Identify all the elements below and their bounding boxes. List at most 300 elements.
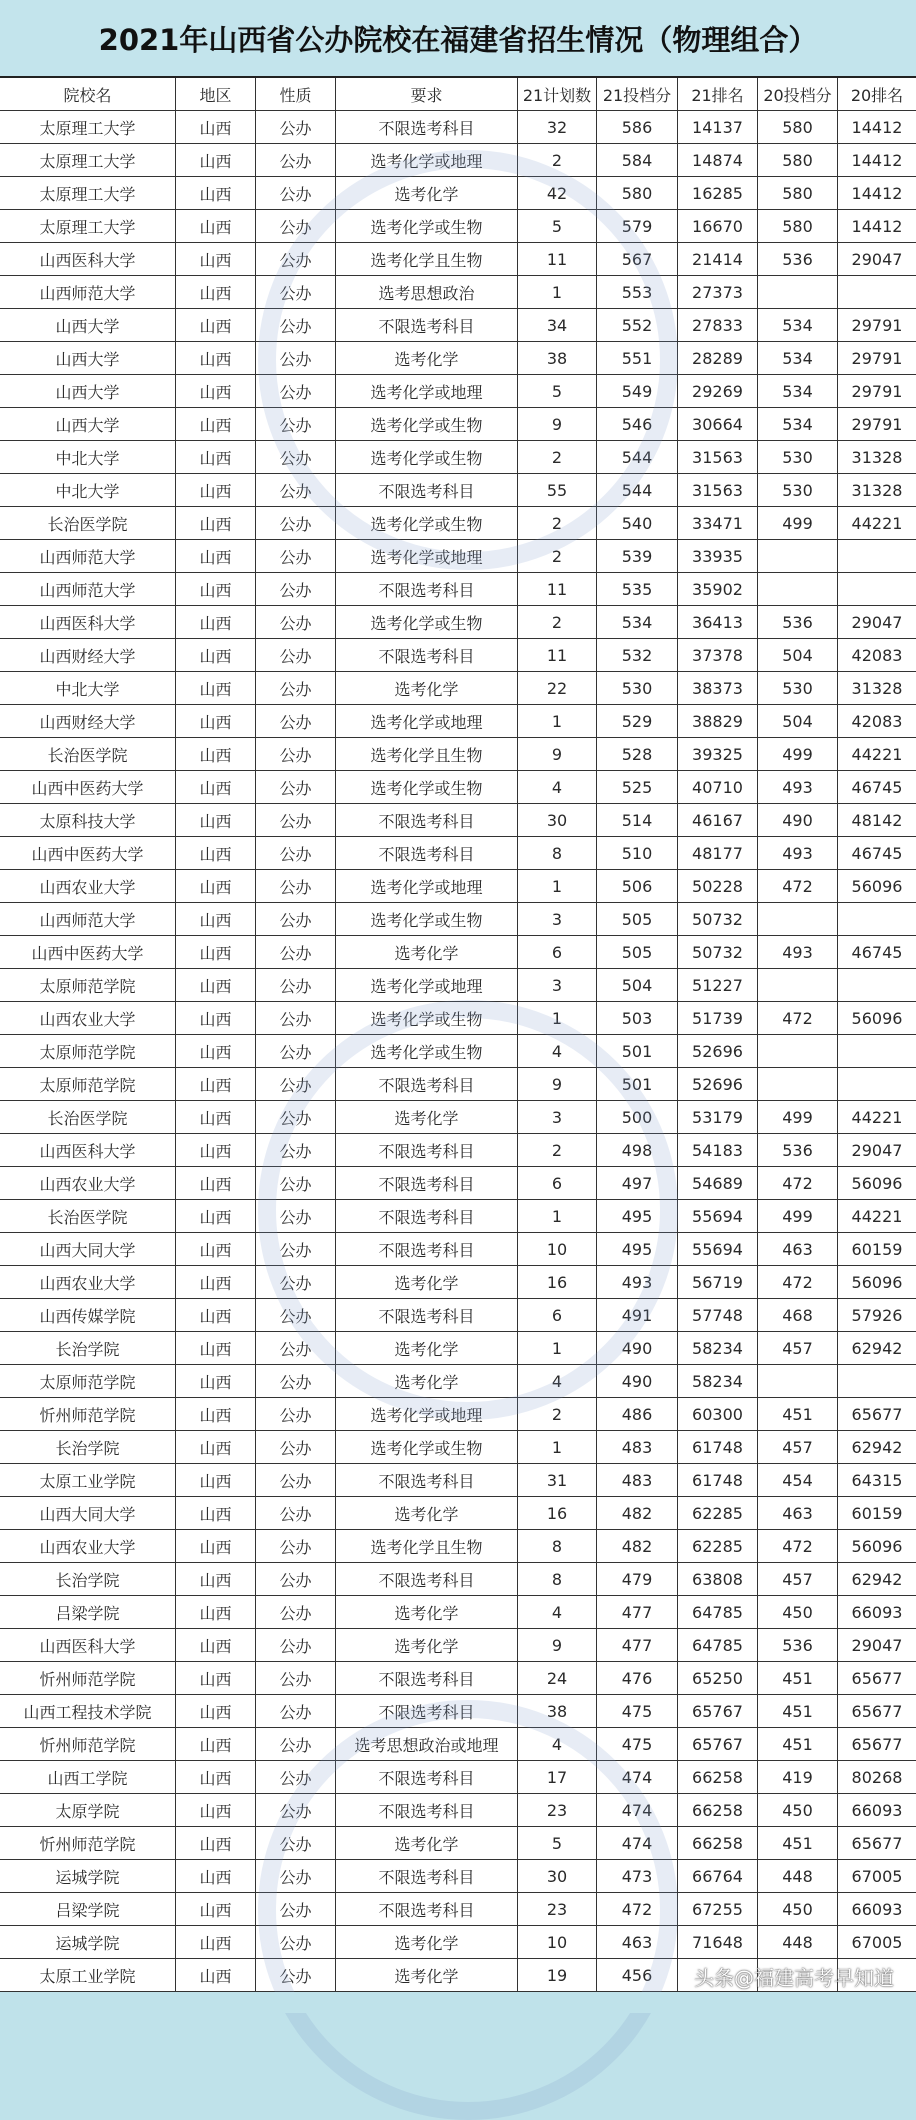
cell-region: 山西 bbox=[176, 1332, 256, 1364]
cell-school: 山西财经大学 bbox=[0, 639, 176, 671]
table-header-row bbox=[0, 78, 916, 111]
cell-plan-21: 38 bbox=[518, 342, 597, 374]
cell-requirement: 不限选考科目 bbox=[336, 1662, 518, 1694]
cell-type: 公办 bbox=[256, 342, 336, 374]
cell-region: 山西 bbox=[176, 804, 256, 836]
cell-rank-20: 44221 bbox=[851, 1206, 903, 1226]
cell-rank-20: 65677 bbox=[851, 1701, 903, 1721]
cell-type: 公办 bbox=[256, 375, 336, 407]
cell-type: 公办 bbox=[256, 408, 336, 440]
cell-rank-20 bbox=[838, 969, 916, 1001]
cell-type: 公办 bbox=[256, 969, 336, 1001]
cell-score-20 bbox=[758, 276, 838, 308]
table-row bbox=[0, 1200, 916, 1233]
cell-school: 长治学院 bbox=[0, 1332, 176, 1364]
cell-requirement: 选考化学 bbox=[336, 1827, 518, 1859]
cell-rank-20: 64315 bbox=[851, 1470, 903, 1490]
cell-score-21: 506 bbox=[597, 870, 678, 902]
cell-plan-21: 22 bbox=[518, 672, 597, 704]
cell-region: 山西 bbox=[176, 1101, 256, 1133]
cell-school: 山西财经大学 bbox=[0, 705, 176, 737]
cell-region: 山西 bbox=[176, 177, 256, 209]
cell-score-21: 539 bbox=[597, 540, 678, 572]
cell-rank-21: 65767 bbox=[678, 1728, 758, 1760]
cell-region: 山西 bbox=[176, 573, 256, 605]
cell-rank-20: 67005 bbox=[851, 1932, 903, 1952]
cell-type: 公办 bbox=[256, 1398, 336, 1430]
cell-school: 山西农业大学 bbox=[0, 1167, 176, 1199]
cell-score-20: 536 bbox=[758, 606, 838, 638]
cell-plan-21: 4 bbox=[518, 1365, 597, 1397]
table-row bbox=[0, 177, 916, 210]
table-row bbox=[0, 1233, 916, 1266]
cell-score-20: 450 bbox=[758, 1893, 838, 1925]
cell-region: 山西 bbox=[176, 705, 256, 737]
cell-score-21: 552 bbox=[597, 309, 678, 341]
cell-score-20 bbox=[758, 1365, 838, 1397]
cell-rank-21: 55694 bbox=[678, 1233, 758, 1265]
cell-rank-20: 29047 bbox=[851, 249, 903, 269]
cell-rank-20: 60159 bbox=[851, 1239, 903, 1259]
cell-score-20: 536 bbox=[758, 1134, 838, 1166]
cell-rank-20: 29791 bbox=[851, 414, 903, 434]
table-row bbox=[0, 210, 916, 243]
cell-region: 山西 bbox=[176, 1398, 256, 1430]
table-row bbox=[0, 309, 916, 342]
cell-type: 公办 bbox=[256, 111, 336, 143]
cell-requirement: 不限选考科目 bbox=[336, 1068, 518, 1100]
cell-requirement: 选考思想政治 bbox=[336, 276, 518, 308]
column-header-score-21: 21投档分 bbox=[597, 78, 678, 110]
cell-plan-21: 2 bbox=[518, 606, 597, 638]
cell-school: 太原理工大学 bbox=[0, 177, 176, 209]
table-row bbox=[0, 1332, 916, 1365]
cell-rank-21: 66258 bbox=[678, 1827, 758, 1859]
cell-rank-21: 14874 bbox=[678, 144, 758, 176]
cell-type: 公办 bbox=[256, 1860, 336, 1892]
table-row bbox=[0, 1761, 916, 1794]
cell-requirement: 选考化学 bbox=[336, 1266, 518, 1298]
cell-requirement: 选考化学或生物 bbox=[336, 1002, 518, 1034]
cell-type: 公办 bbox=[256, 177, 336, 209]
cell-plan-21: 2 bbox=[518, 540, 597, 572]
cell-score-21: 510 bbox=[597, 837, 678, 869]
cell-type: 公办 bbox=[256, 705, 336, 737]
cell-requirement: 选考化学且生物 bbox=[336, 243, 518, 275]
cell-school: 长治医学院 bbox=[0, 738, 176, 770]
cell-school: 运城学院 bbox=[0, 1860, 176, 1892]
cell-plan-21: 1 bbox=[518, 276, 597, 308]
table-row bbox=[0, 936, 916, 969]
cell-region: 山西 bbox=[176, 342, 256, 374]
cell-region: 山西 bbox=[176, 1068, 256, 1100]
cell-score-21: 456 bbox=[597, 1959, 678, 1991]
cell-score-20: 504 bbox=[758, 639, 838, 671]
cell-school: 山西大学 bbox=[0, 342, 176, 374]
cell-school: 忻州师范学院 bbox=[0, 1398, 176, 1430]
cell-rank-21: 35902 bbox=[678, 573, 758, 605]
cell-type: 公办 bbox=[256, 1299, 336, 1331]
cell-score-20: 499 bbox=[758, 1200, 838, 1232]
cell-score-20: 450 bbox=[758, 1794, 838, 1826]
table-row bbox=[0, 870, 916, 903]
cell-score-20: 457 bbox=[758, 1332, 838, 1364]
cell-rank-20: 14412 bbox=[851, 216, 903, 236]
cell-region: 山西 bbox=[176, 309, 256, 341]
cell-score-21: 477 bbox=[597, 1629, 678, 1661]
cell-rank-20: 48142 bbox=[851, 810, 903, 830]
cell-rank-20: 62942 bbox=[851, 1437, 903, 1457]
cell-school: 太原师范学院 bbox=[0, 1035, 176, 1067]
cell-score-21: 540 bbox=[597, 507, 678, 539]
cell-rank-20: 46745 bbox=[851, 942, 903, 962]
cell-region: 山西 bbox=[176, 936, 256, 968]
cell-rank-20: 31328 bbox=[851, 447, 903, 467]
cell-type: 公办 bbox=[256, 1200, 336, 1232]
cell-region: 山西 bbox=[176, 1299, 256, 1331]
cell-requirement: 选考化学 bbox=[336, 1101, 518, 1133]
cell-school: 山西中医药大学 bbox=[0, 936, 176, 968]
cell-requirement: 选考化学 bbox=[336, 1959, 518, 1991]
cell-type: 公办 bbox=[256, 738, 336, 770]
cell-region: 山西 bbox=[176, 1728, 256, 1760]
cell-region: 山西 bbox=[176, 672, 256, 704]
cell-region: 山西 bbox=[176, 969, 256, 1001]
cell-region: 山西 bbox=[176, 1233, 256, 1265]
cell-requirement: 不限选考科目 bbox=[336, 837, 518, 869]
cell-plan-21: 4 bbox=[518, 1728, 597, 1760]
cell-school: 太原工业学院 bbox=[0, 1464, 176, 1496]
cell-score-21: 490 bbox=[597, 1365, 678, 1397]
cell-rank-20: 66093 bbox=[851, 1800, 903, 1820]
cell-score-20: 451 bbox=[758, 1662, 838, 1694]
cell-rank-21: 52696 bbox=[678, 1068, 758, 1100]
cell-plan-21: 16 bbox=[518, 1266, 597, 1298]
cell-rank-21: 61748 bbox=[678, 1464, 758, 1496]
cell-score-21: 546 bbox=[597, 408, 678, 440]
cell-rank-21: 62285 bbox=[678, 1497, 758, 1529]
cell-plan-21: 8 bbox=[518, 1563, 597, 1595]
cell-type: 公办 bbox=[256, 870, 336, 902]
table-row bbox=[0, 540, 916, 573]
cell-requirement: 选考化学 bbox=[336, 1332, 518, 1364]
cell-score-21: 586 bbox=[597, 111, 678, 143]
table-row bbox=[0, 1662, 916, 1695]
cell-rank-20: 14412 bbox=[851, 117, 903, 137]
cell-score-20: 534 bbox=[758, 309, 838, 341]
cell-score-21: 544 bbox=[597, 441, 678, 473]
cell-rank-21: 38829 bbox=[678, 705, 758, 737]
cell-score-21: 567 bbox=[597, 243, 678, 275]
table-row bbox=[0, 606, 916, 639]
table-row bbox=[0, 738, 916, 771]
bottom-band bbox=[0, 1992, 916, 2013]
cell-type: 公办 bbox=[256, 1233, 336, 1265]
cell-requirement: 选考化学或生物 bbox=[336, 408, 518, 440]
cell-plan-21: 3 bbox=[518, 969, 597, 1001]
cell-rank-21: 66258 bbox=[678, 1794, 758, 1826]
cell-school: 太原学院 bbox=[0, 1794, 176, 1826]
cell-score-21: 479 bbox=[597, 1563, 678, 1595]
cell-school: 忻州师范学院 bbox=[0, 1728, 176, 1760]
cell-school: 山西农业大学 bbox=[0, 1266, 176, 1298]
cell-rank-20: 56096 bbox=[851, 1173, 903, 1193]
cell-requirement: 选考化学 bbox=[336, 1497, 518, 1529]
cell-score-20: 472 bbox=[758, 1167, 838, 1199]
cell-region: 山西 bbox=[176, 1035, 256, 1067]
cell-plan-21: 1 bbox=[518, 1431, 597, 1463]
cell-rank-21: 38373 bbox=[678, 672, 758, 704]
cell-school: 长治学院 bbox=[0, 1563, 176, 1595]
cell-rank-20: 66093 bbox=[851, 1602, 903, 1622]
cell-rank-21: 37378 bbox=[678, 639, 758, 671]
cell-score-20: 472 bbox=[758, 1002, 838, 1034]
cell-type: 公办 bbox=[256, 1431, 336, 1463]
cell-region: 山西 bbox=[176, 606, 256, 638]
table-row bbox=[0, 1530, 916, 1563]
cell-school: 山西师范大学 bbox=[0, 276, 176, 308]
cell-type: 公办 bbox=[256, 1101, 336, 1133]
cell-score-21: 584 bbox=[597, 144, 678, 176]
cell-score-21: 490 bbox=[597, 1332, 678, 1364]
cell-school: 太原工业学院 bbox=[0, 1959, 176, 1991]
table-row bbox=[0, 1629, 916, 1662]
cell-school: 山西师范大学 bbox=[0, 573, 176, 605]
cell-school: 太原师范学院 bbox=[0, 969, 176, 1001]
cell-score-21: 528 bbox=[597, 738, 678, 770]
cell-rank-20 bbox=[838, 1365, 916, 1397]
cell-score-20: 580 bbox=[758, 111, 838, 143]
cell-plan-21: 1 bbox=[518, 1002, 597, 1034]
cell-school: 山西传媒学院 bbox=[0, 1299, 176, 1331]
cell-score-20: 419 bbox=[758, 1761, 838, 1793]
column-header-rank-21: 21排名 bbox=[678, 78, 758, 110]
cell-rank-20: 65677 bbox=[851, 1734, 903, 1754]
cell-rank-20 bbox=[838, 540, 916, 572]
cell-type: 公办 bbox=[256, 474, 336, 506]
cell-score-20: 451 bbox=[758, 1695, 838, 1727]
cell-score-20: 504 bbox=[758, 705, 838, 737]
table-row bbox=[0, 639, 916, 672]
table-row bbox=[0, 672, 916, 705]
cell-region: 山西 bbox=[176, 639, 256, 671]
cell-score-20 bbox=[758, 903, 838, 935]
cell-rank-21: 31563 bbox=[678, 474, 758, 506]
cell-type: 公办 bbox=[256, 1167, 336, 1199]
table-row bbox=[0, 441, 916, 474]
cell-rank-20: 65677 bbox=[851, 1833, 903, 1853]
cell-plan-21: 30 bbox=[518, 1860, 597, 1892]
cell-type: 公办 bbox=[256, 1926, 336, 1958]
cell-requirement: 选考化学或地理 bbox=[336, 375, 518, 407]
table-row bbox=[0, 705, 916, 738]
cell-requirement: 不限选考科目 bbox=[336, 1761, 518, 1793]
cell-score-21: 486 bbox=[597, 1398, 678, 1430]
cell-requirement: 选考化学且生物 bbox=[336, 1530, 518, 1562]
cell-type: 公办 bbox=[256, 276, 336, 308]
cell-rank-21: 36413 bbox=[678, 606, 758, 638]
cell-school: 山西中医药大学 bbox=[0, 837, 176, 869]
cell-plan-21: 4 bbox=[518, 771, 597, 803]
table-row bbox=[0, 1497, 916, 1530]
cell-requirement: 不限选考科目 bbox=[336, 1200, 518, 1232]
cell-plan-21: 38 bbox=[518, 1695, 597, 1727]
cell-score-20: 451 bbox=[758, 1398, 838, 1430]
cell-requirement: 选考化学或地理 bbox=[336, 705, 518, 737]
cell-score-20: 493 bbox=[758, 837, 838, 869]
cell-region: 山西 bbox=[176, 1464, 256, 1496]
cell-school: 运城学院 bbox=[0, 1926, 176, 1958]
cell-rank-20: 60159 bbox=[851, 1503, 903, 1523]
cell-plan-21: 2 bbox=[518, 1134, 597, 1166]
cell-region: 山西 bbox=[176, 1860, 256, 1892]
cell-score-21: 477 bbox=[597, 1596, 678, 1628]
title-bar bbox=[0, 0, 916, 78]
cell-plan-21: 3 bbox=[518, 1101, 597, 1133]
cell-region: 山西 bbox=[176, 243, 256, 275]
cell-type: 公办 bbox=[256, 1497, 336, 1529]
cell-score-20 bbox=[758, 573, 838, 605]
cell-type: 公办 bbox=[256, 1794, 336, 1826]
cell-rank-21: 33935 bbox=[678, 540, 758, 572]
cell-type: 公办 bbox=[256, 1002, 336, 1034]
cell-school: 中北大学 bbox=[0, 474, 176, 506]
cell-region: 山西 bbox=[176, 771, 256, 803]
cell-plan-21: 23 bbox=[518, 1794, 597, 1826]
cell-rank-20: 14412 bbox=[851, 183, 903, 203]
cell-region: 山西 bbox=[176, 1893, 256, 1925]
cell-requirement: 选考化学 bbox=[336, 1926, 518, 1958]
table-row bbox=[0, 276, 916, 309]
cell-score-20: 536 bbox=[758, 243, 838, 275]
cell-requirement: 选考化学或生物 bbox=[336, 903, 518, 935]
cell-score-20: 493 bbox=[758, 936, 838, 968]
cell-plan-21: 16 bbox=[518, 1497, 597, 1529]
cell-school: 太原师范学院 bbox=[0, 1365, 176, 1397]
cell-score-21: 475 bbox=[597, 1728, 678, 1760]
column-header-type: 性质 bbox=[256, 78, 336, 110]
table-row bbox=[0, 111, 916, 144]
cell-school: 山西医科大学 bbox=[0, 243, 176, 275]
cell-rank-21: 65250 bbox=[678, 1662, 758, 1694]
cell-requirement: 不限选考科目 bbox=[336, 804, 518, 836]
cell-requirement: 不限选考科目 bbox=[336, 1464, 518, 1496]
cell-rank-20: 29791 bbox=[851, 315, 903, 335]
cell-score-21: 505 bbox=[597, 936, 678, 968]
cell-requirement: 选考化学或地理 bbox=[336, 1398, 518, 1430]
page-title: 2021年山西省公办院校在福建省招生情况（物理组合） bbox=[98, 22, 818, 57]
cell-score-20: 534 bbox=[758, 342, 838, 374]
cell-rank-20: 57926 bbox=[851, 1305, 903, 1325]
cell-score-21: 463 bbox=[597, 1926, 678, 1958]
cell-school: 山西大同大学 bbox=[0, 1233, 176, 1265]
cell-score-20: 468 bbox=[758, 1299, 838, 1331]
table-row bbox=[0, 1695, 916, 1728]
table-row bbox=[0, 837, 916, 870]
cell-plan-21: 9 bbox=[518, 738, 597, 770]
cell-score-20: 580 bbox=[758, 144, 838, 176]
cell-rank-21: 65767 bbox=[678, 1695, 758, 1727]
cell-score-21: 491 bbox=[597, 1299, 678, 1331]
cell-rank-21: 55694 bbox=[678, 1200, 758, 1232]
cell-type: 公办 bbox=[256, 672, 336, 704]
cell-type: 公办 bbox=[256, 804, 336, 836]
cell-score-21: 474 bbox=[597, 1827, 678, 1859]
cell-region: 山西 bbox=[176, 540, 256, 572]
cell-rank-21: 67255 bbox=[678, 1893, 758, 1925]
cell-school: 吕梁学院 bbox=[0, 1893, 176, 1925]
cell-plan-21: 19 bbox=[518, 1959, 597, 1991]
cell-rank-20 bbox=[838, 903, 916, 935]
cell-rank-20: 56096 bbox=[851, 876, 903, 896]
cell-score-21: 549 bbox=[597, 375, 678, 407]
cell-region: 山西 bbox=[176, 441, 256, 473]
cell-plan-21: 1 bbox=[518, 1200, 597, 1232]
cell-score-21: 476 bbox=[597, 1662, 678, 1694]
cell-requirement: 选考化学 bbox=[336, 177, 518, 209]
cell-region: 山西 bbox=[176, 1431, 256, 1463]
cell-type: 公办 bbox=[256, 1464, 336, 1496]
table-row bbox=[0, 1827, 916, 1860]
cell-score-21: 505 bbox=[597, 903, 678, 935]
cell-plan-21: 3 bbox=[518, 903, 597, 935]
cell-rank-21: 31563 bbox=[678, 441, 758, 473]
table-row bbox=[0, 408, 916, 441]
table-row bbox=[0, 1596, 916, 1629]
cell-rank-21: 71648 bbox=[678, 1926, 758, 1958]
cell-plan-21: 11 bbox=[518, 243, 597, 275]
table-row bbox=[0, 804, 916, 837]
cell-score-21: 472 bbox=[597, 1893, 678, 1925]
table-row bbox=[0, 243, 916, 276]
cell-rank-21: 27373 bbox=[678, 276, 758, 308]
cell-region: 山西 bbox=[176, 1926, 256, 1958]
cell-score-21: 504 bbox=[597, 969, 678, 1001]
cell-score-20: 472 bbox=[758, 1530, 838, 1562]
cell-score-20: 499 bbox=[758, 738, 838, 770]
cell-rank-21: 57748 bbox=[678, 1299, 758, 1331]
cell-rank-21: 28289 bbox=[678, 342, 758, 374]
cell-school: 长治医学院 bbox=[0, 1200, 176, 1232]
cell-region: 山西 bbox=[176, 903, 256, 935]
cell-region: 山西 bbox=[176, 408, 256, 440]
cell-rank-21: 27833 bbox=[678, 309, 758, 341]
cell-region: 山西 bbox=[176, 276, 256, 308]
cell-score-20: 580 bbox=[758, 177, 838, 209]
cell-plan-21: 2 bbox=[518, 1398, 597, 1430]
cell-rank-20: 65677 bbox=[851, 1404, 903, 1424]
cell-requirement: 不限选考科目 bbox=[336, 573, 518, 605]
cell-type: 公办 bbox=[256, 1761, 336, 1793]
cell-requirement: 选考化学或地理 bbox=[336, 870, 518, 902]
cell-rank-20 bbox=[838, 1068, 916, 1100]
table-row bbox=[0, 1464, 916, 1497]
cell-score-20: 448 bbox=[758, 1926, 838, 1958]
cell-type: 公办 bbox=[256, 1068, 336, 1100]
cell-school: 长治医学院 bbox=[0, 1101, 176, 1133]
cell-rank-21: 14137 bbox=[678, 111, 758, 143]
cell-school: 山西大学 bbox=[0, 309, 176, 341]
cell-score-21: 483 bbox=[597, 1431, 678, 1463]
cell-plan-21: 9 bbox=[518, 1629, 597, 1661]
cell-school: 吕梁学院 bbox=[0, 1596, 176, 1628]
cell-type: 公办 bbox=[256, 903, 336, 935]
cell-rank-20: 29047 bbox=[851, 1140, 903, 1160]
cell-rank-20: 44221 bbox=[851, 744, 903, 764]
cell-plan-21: 11 bbox=[518, 639, 597, 671]
cell-school: 山西师范大学 bbox=[0, 540, 176, 572]
cell-requirement: 不限选考科目 bbox=[336, 1563, 518, 1595]
